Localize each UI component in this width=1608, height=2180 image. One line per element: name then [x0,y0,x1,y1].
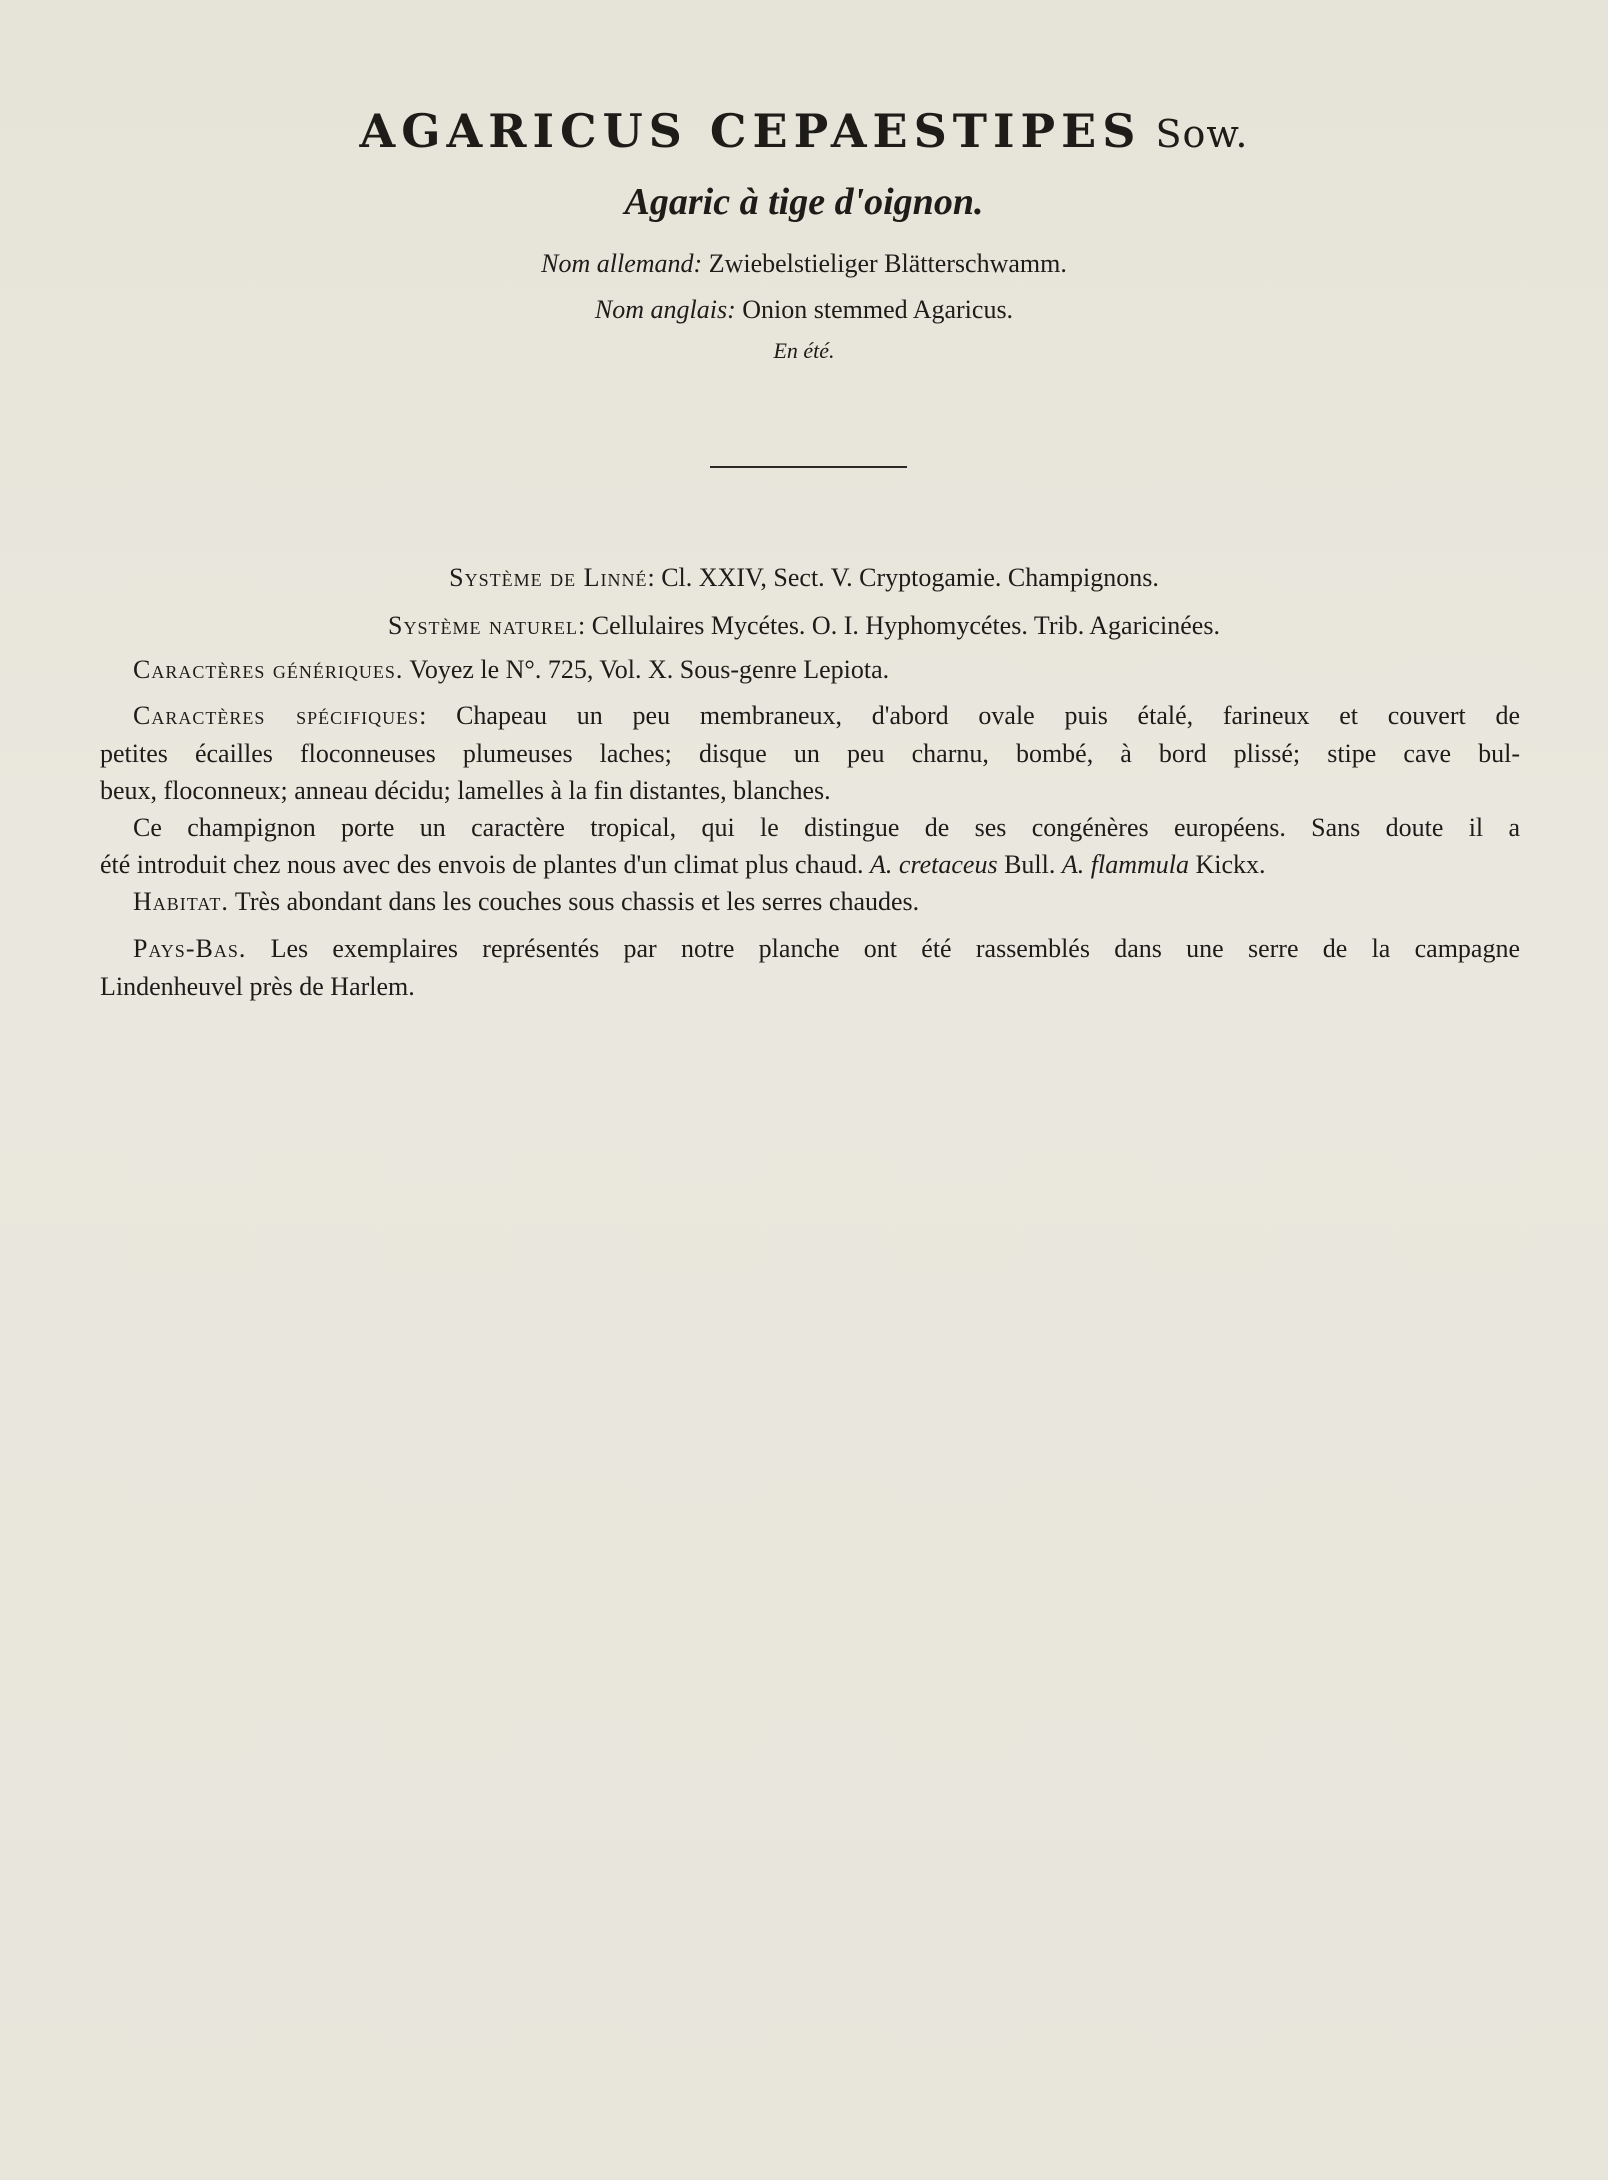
habitat-line [133,889,1333,915]
linne-label: Système de Linné [449,563,648,592]
specific-characters-line-2: petites écailles floconneuses plumeuses laches; disque un peu charnu, bombé, à bord plissé; stipe cave bul- [100,739,1520,768]
season-note: En été. [773,338,835,363]
synonym-2-species: A. flammula [1061,850,1189,879]
english-name-label: Nom anglais: [594,295,736,324]
author-abbreviation: Sow. [1155,112,1249,156]
german-name-label: Nom allemand: [541,249,703,278]
english-name: Onion stemmed Agaricus. [742,295,1014,324]
netherlands-line-2: Lindenheuvel près de Harlem. [100,972,415,1001]
specific-text-1: : Chapeau un peu membraneux, d'abord ovale puis étalé, farineux et couvert de [419,701,1520,730]
synonym-1-species: A. cretaceus [870,850,998,879]
tropical-paragraph-line-1: Ce champignon porte un caractère tropical, qui le distingue de ses congénères européens. Sans doute il a [133,813,1520,842]
habitat-text: Très abondant dans les couches sous chassis et les serres chaudes. [234,887,920,916]
english-name-line [0,295,1608,325]
german-name: Zwiebelstieliger Blätterschwamm. [708,249,1067,278]
natural-text: : Cellulaires Mycétes. O. I. Hyphomycétes. Trib. Agaricinées. [578,611,1220,640]
habitat-label: Habitat. [133,887,229,916]
title-line [0,104,1608,174]
specific-label: Caractères spécifiques [133,701,420,730]
generic-label: Caractères génériques. [133,655,404,684]
tropical-text-2: été introduit chez nous avec des envois de plantes d'un climat plus chaud. [100,850,864,879]
species-title: AGARICUS CEPAESTIPES [359,104,1142,158]
french-name: Agaric à tige d'oignon. [624,181,984,223]
generic-characters-line [133,657,1133,683]
linne-text: : Cl. XXIV, Sect. V. Cryptogamie. Champignons. [647,563,1159,592]
netherlands-line-1 [133,936,1520,962]
natural-system-line [0,611,1608,641]
generic-text: Voyez le N°. 725, Vol. X. Sous-genre Lepiota. [409,655,890,684]
synonym-1-author: Bull. [1004,850,1056,879]
linne-system-line [0,563,1608,593]
netherlands-text-1: Les exemplaires représentés par notre planche ont été rassemblés dans une serre de la campagne [270,934,1521,963]
german-name-line [0,249,1608,279]
netherlands-label: Pays-Bas. [133,934,247,963]
specific-characters-line-3: beux, floconneux; anneau décidu; lamelles à la fin distantes, blanches. [100,776,831,805]
specific-characters-line-1 [133,703,1520,729]
tropical-paragraph-line-2 [100,852,1520,878]
horizontal-rule [710,466,907,468]
natural-label: Système naturel [388,611,578,640]
synonym-2-author: Kickx. [1195,850,1266,879]
